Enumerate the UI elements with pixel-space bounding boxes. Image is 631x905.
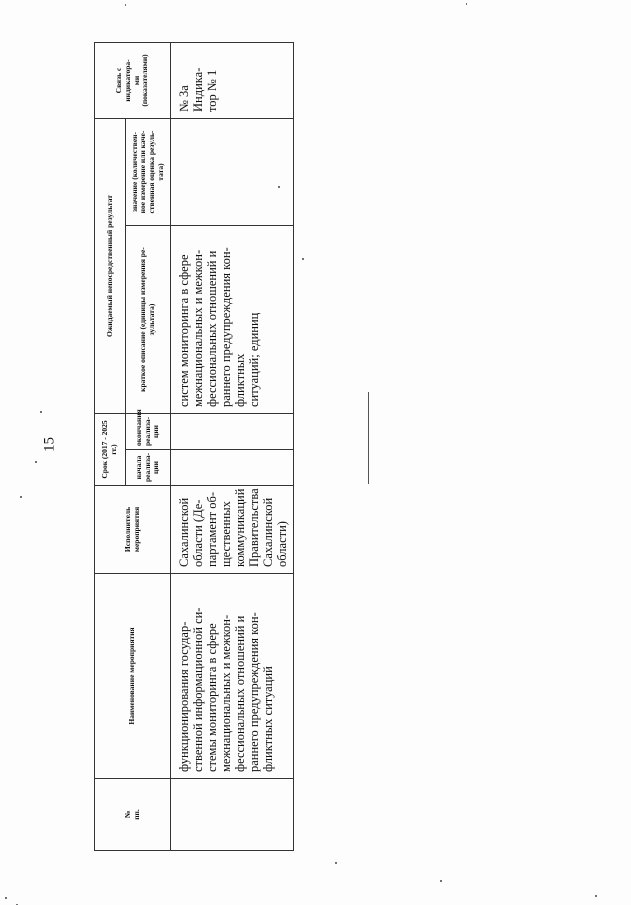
cell-term-end	[171, 414, 294, 450]
cell-name	[171, 574, 294, 779]
program-table-rotated	[94, 43, 292, 851]
scan-speck	[302, 258, 304, 260]
scan-speck	[35, 461, 37, 463]
scan-speck	[335, 862, 337, 864]
scan-speck	[278, 186, 280, 188]
header-term-end: окончания реализа- ции	[126, 414, 171, 450]
cell-executor-text: Сахалинской области (Де- партамент об- щественных коммуникаций Правительства Сахалинской области)	[177, 488, 289, 567]
scan-speck	[125, 4, 126, 6]
header-term: Срок (2017 - 2025 гг.)	[95, 414, 126, 486]
cell-result-value	[171, 119, 294, 226]
scan-speck	[466, 3, 467, 5]
header-executor: Исполнитель мероприятия	[95, 486, 171, 574]
scan-speck	[5, 897, 7, 899]
scan-speck	[20, 496, 22, 498]
cell-link	[171, 43, 294, 119]
table-row	[171, 43, 294, 851]
cell-name-text: функционирования государ- ственной информационной си- стемы мониторинга в сфере межнациональных и межкон- фессиональных отношений и раннего предупреждения кон- фликтных ситуаций	[177, 607, 275, 772]
header-link: Связь с индикатора- ми (показателями)	[95, 43, 171, 119]
cell-link-text: № 3а Индика- тор № 1	[177, 67, 219, 112]
header-num: № пп.	[95, 779, 171, 851]
header-name: Наименование мероприятия	[95, 574, 171, 779]
cell-executor	[171, 486, 294, 574]
cell-term-start	[171, 450, 294, 486]
scan-speck	[440, 880, 442, 882]
page-number: 15	[41, 437, 58, 452]
header-result: Ожидаемый непосредственный результат	[95, 119, 126, 414]
scan-speck	[595, 895, 597, 897]
header-term-start: начала реализа- ции	[126, 450, 171, 486]
cell-num	[171, 779, 294, 851]
cell-result-desc	[171, 226, 294, 414]
header-result-value: значение (количествен- ное измерение или каче- ственная оценка резуль- тата)	[126, 119, 171, 226]
program-table	[94, 42, 294, 851]
scan-speck	[40, 411, 42, 413]
scan-mark-line	[368, 392, 369, 484]
cell-result-desc-text: систем мониторинга в сфере межнациональных и межкон- фессиональных отношений и раннего предупреждения кон- фликтных ситуаций; единиц	[177, 247, 261, 407]
header-result-desc: краткое описание (единицы измерения ре- зультата)	[126, 226, 171, 414]
